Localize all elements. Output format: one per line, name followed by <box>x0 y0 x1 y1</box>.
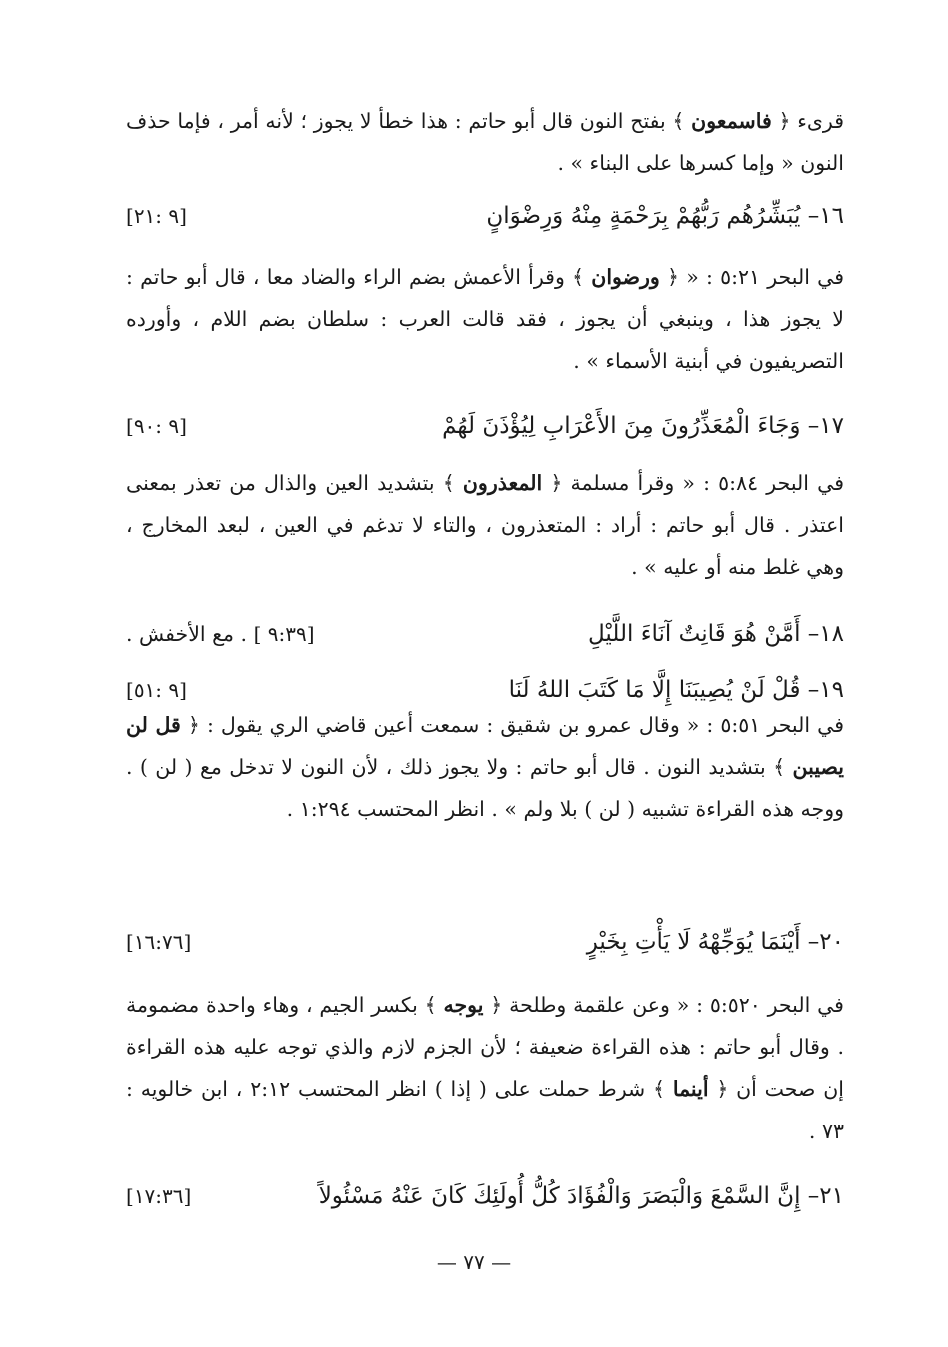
verse-18 <box>126 612 844 656</box>
paragraph-text: قرىء ﴿ <box>771 109 845 133</box>
verse-reference <box>126 194 187 238</box>
quoted-reading: ورضوان <box>591 265 660 289</box>
verse-note: . مع الأخفش . <box>126 622 254 646</box>
verse-reference <box>126 404 187 448</box>
paragraph-text: ﴾ شرط حملت على ( إذا ) انظر المحتسب ٢:١٢ ، ابن خالويه : ٧٣ . <box>126 1077 844 1143</box>
verse-text <box>319 1174 844 1218</box>
commentary-paragraph-2 <box>126 256 844 382</box>
verse-reference <box>126 1174 191 1218</box>
page-number: — ٧٧ — <box>436 1250 512 1274</box>
verse-21 <box>126 1174 844 1218</box>
verse-text <box>486 194 844 238</box>
paragraph-text: في البحر ٥:٨٤ : « وقرأ مسلمة ﴿ <box>542 471 844 495</box>
paragraph-text: في البحر ٥:٥١ : « وقال عمرو بن شقيق : سمعت أعين قاضي الري يقول : ﴿ <box>180 713 844 737</box>
verse-text <box>588 612 844 656</box>
verse-reference <box>126 920 191 964</box>
reference-text: [٩ :٥١] <box>126 678 187 702</box>
paragraph-text: ﴾ بكسر الجيم ، وهاء واحدة مضمومة . وقال أبو حاتم : هذه القراءة ضعيفة ؛ لأن الجزم لازم والذي توجه عليه هذه القراءة إن صحت أن ﴿ <box>126 993 844 1101</box>
reference-text: [١٦:٧٦] <box>126 930 192 954</box>
commentary-paragraph-3 <box>126 462 844 588</box>
commentary-paragraph-5 <box>126 984 844 1152</box>
quoted-reading: أينما <box>672 1077 709 1101</box>
reference-text: [٩ :٩٠] <box>126 414 187 438</box>
verse-20 <box>126 920 844 964</box>
paragraph-text: ﴾ بتشديد النون . قال أبو حاتم : ولا يجوز ذلك ، لأن النون لا تدخل مع ( لن ) . ووجه هذه القراءة تشبيه ( لن ) بلا ولم » . انظر المحتسب ١:٢٩٤ . <box>126 755 844 821</box>
quoted-reading: المعذرون <box>462 471 543 495</box>
quoted-reading: يوجه <box>443 993 484 1017</box>
quoted-reading: فاسمعون <box>691 109 772 133</box>
reference-text: [٩:٣٩ ] <box>253 622 315 646</box>
verse-words: ١٩– قُلْ لَنْ يُصِيبَنَا إِلَّا مَا كَتَبَ اللهُ لَنَا <box>508 677 844 703</box>
verse-text <box>587 920 844 964</box>
paragraph-text: في البحر ٥:٢١ : « ﴿ <box>659 265 844 289</box>
verse-words: ١٨– أَمَّنْ هُوَ قَانِتٌ آنَاءَ اللَّيْلِ <box>588 621 844 647</box>
reference-text: [١٧:٣٦] <box>126 1184 192 1208</box>
verse-words: ١٦– يُبَشِّرُهُم رَبُّهُمْ بِرَحْمَةٍ مِنْهُ وَرِضْوَانٍ <box>486 203 844 229</box>
commentary-paragraph-1 <box>126 100 844 184</box>
verse-text <box>442 404 844 448</box>
verse-16 <box>126 194 844 238</box>
paragraph-text: ﴾ وقرأ الأعمش بضم الراء والضاد معا ، قال أبو حاتم : لا يجوز هذا ، وينبغي أن يجوز ، فقد قالت العرب : سلطان بضم اللام ، وأورده التصريفيون في أبنية الأسماء » . <box>126 265 844 373</box>
commentary-paragraph-4 <box>126 704 844 830</box>
paragraph-text: ﴾ بتشديد العين والذال من تعذر بمعنى اعتذر . قال أبو حاتم : أراد : المتعذرون ، والتاء لا تدغم في العين ، لبعد المخارج ، وهي غلط منه أو عليه » . <box>126 471 844 579</box>
verse-words: ٢١– إِنَّ السَّمْعَ وَالْبَصَرَ وَالْفُؤَادَ كُلُّ أُولَئِكَ كَانَ عَنْهُ مَسْئُولاً <box>318 1183 844 1209</box>
verse-words: ٢٠– أَيْنَمَا يُوَجِّهْهُ لَا يَأْتِ بِخَيْرٍ <box>586 929 844 955</box>
reference-text: [٩ :٢١] <box>126 204 187 228</box>
verse-17 <box>126 404 844 448</box>
paragraph-text: ﴾ بفتح النون قال أبو حاتم : هذا خطأ لا يجوز ؛ لأنه أمر ، فإما حذف النون « وإما كسرها على البناء » . <box>126 109 844 175</box>
paragraph-text: في البحر ٥:٥٢٠ : « وعن علقمة وطلحة ﴿ <box>483 993 844 1017</box>
verse-words: ١٧– وَجَاءَ الْمُعَذِّرُونَ مِنَ الأَعْرَابِ لِيُؤْذَنَ لَهُمْ <box>442 413 844 439</box>
quoted-reading: قل لن يصيبن <box>126 713 844 779</box>
verse-reference <box>126 612 315 656</box>
